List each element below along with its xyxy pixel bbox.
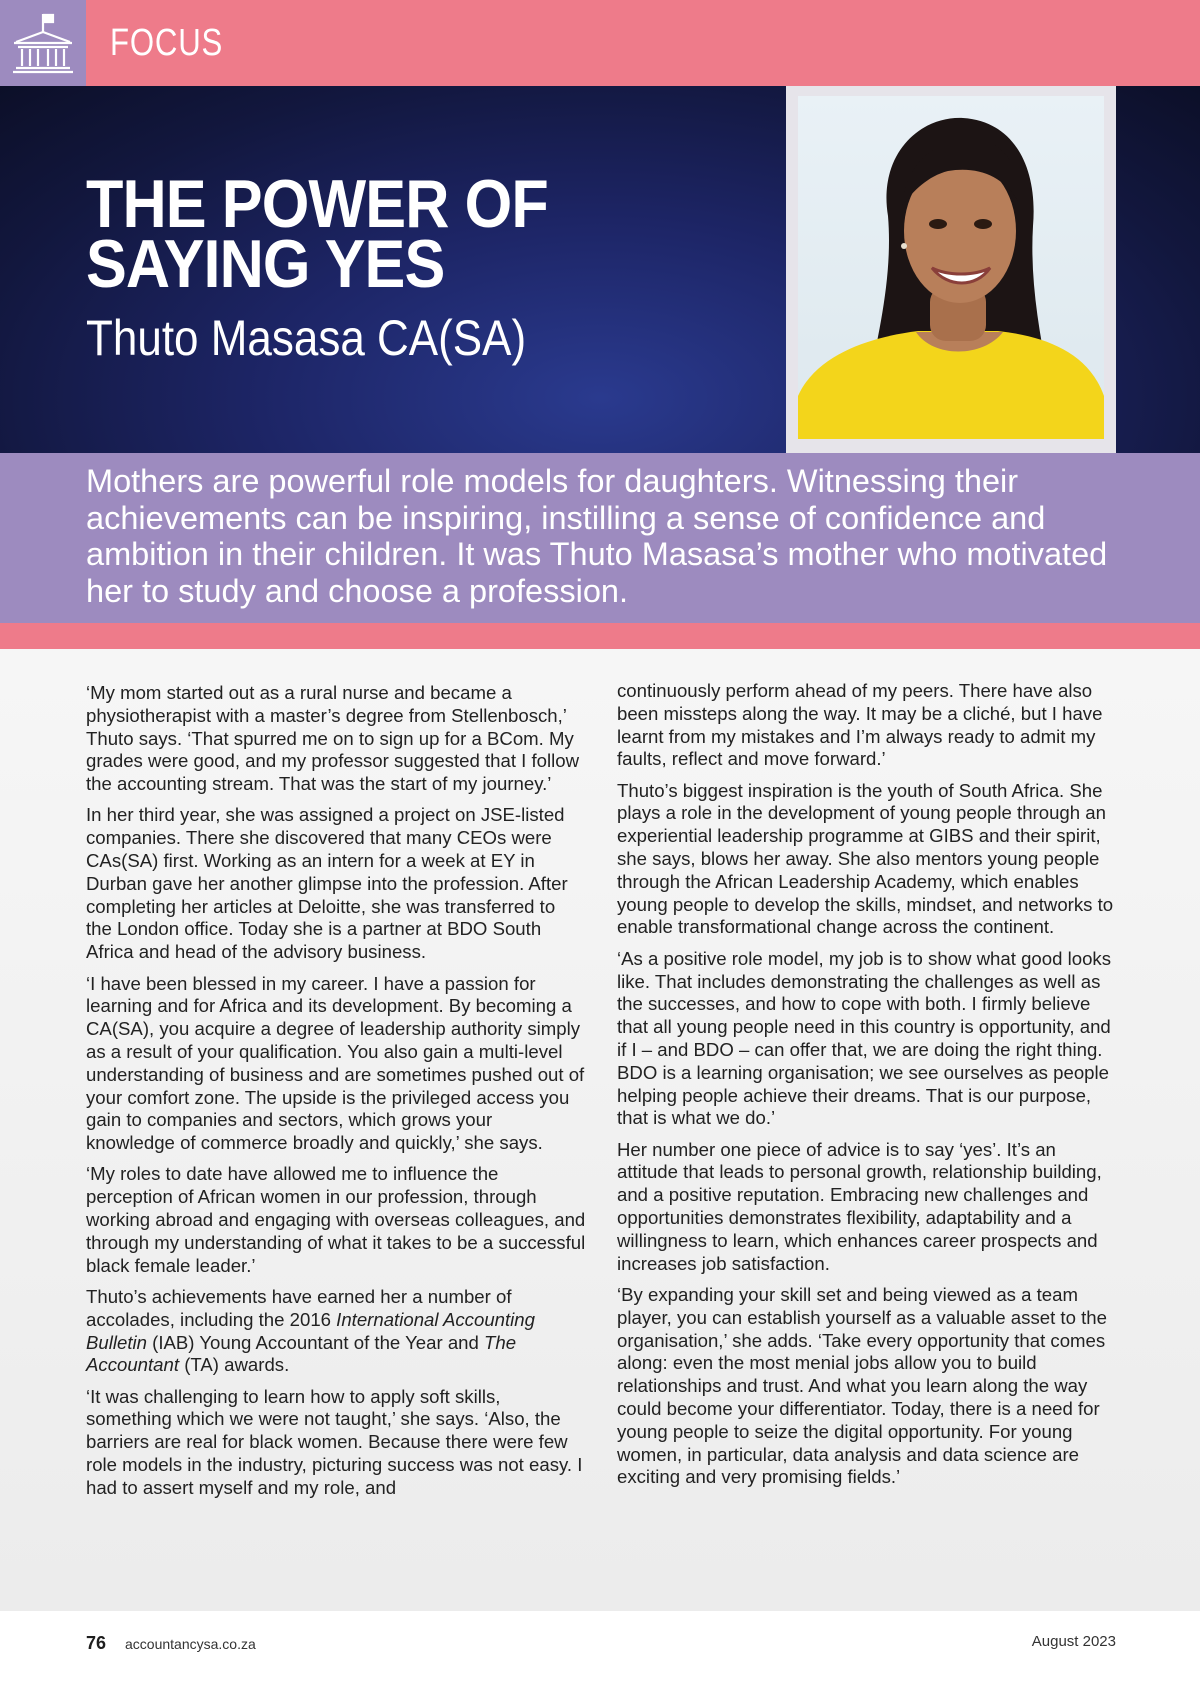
column-right — [617, 680, 1117, 1498]
paragraph: continuously perform ahead of my peers. There have also been missteps along the way. It may be a cliché, but I have learnt from my mistakes and I’m always ready to admit my faults, reflect and move forward.’ — [617, 680, 1103, 770]
portrait-frame — [786, 86, 1116, 453]
page-footer — [0, 1611, 1200, 1696]
portrait-illustration — [798, 96, 1104, 439]
paragraph: ‘By expanding your skill set and being viewed as a team player, you can establish yourself as a valuable asset to the organisation,’ she adds. ‘Take every opportunity that comes along: even the most menial jobs allow you to build relationships and trust. And what you learn along the way could become your differentiator. Today, there is a need for young people to seize the digital opportunity. For young women, in particular, data analysis and data science are exciting and very promising fields.’ — [617, 1283, 1107, 1488]
issue-date: August 2023 — [1031, 1633, 1116, 1650]
portrait-photo — [798, 96, 1104, 439]
headline-line-2: SAYING YES — [86, 226, 445, 302]
paragraph: Thuto’s biggest inspiration is the youth of South Africa. She plays a role in the development of young people through an experiential leadership programme at GIBS and their spirit, she says, blows her away. She also mentors young people through the African Leadership Academy, which enables young people to develop the skills, mindset, and networks to enable transformational change across the continent. — [617, 779, 1114, 938]
publication-title: International Accounting Bulletin — [86, 1308, 535, 1353]
article-body — [0, 649, 1200, 1611]
website-link[interactable]: accountancysa.co.za — [125, 1636, 256, 1652]
paragraph: ‘It was challenging to learn how to apply soft skills, something which we were not taught,’ she says. ‘Also, the barriers are real for black women. Because there were few role models in the industry, picturing success was not easy. I had to assert myself and my role, and — [86, 1385, 583, 1498]
hero-banner — [0, 86, 1200, 453]
text-run: Thuto’s achievements have earned her a number of accolades, including the 2016 — [86, 1285, 512, 1330]
section-label: FOCUS — [110, 22, 224, 64]
standfirst-text: Mothers are powerful role models for daughters. Witnessing their achievements can be inspiring, instilling a sense of confidence and ambition in their children. It was Thuto Masasa’s mother who motivated her to study and choose a profession. — [86, 463, 1108, 609]
page-number: 76 — [86, 1633, 107, 1653]
article-byline: Thuto Masasa CA(SA) — [86, 310, 527, 366]
paragraph: Her number one piece of advice is to say ‘yes’. It’s an attitude that leads to personal growth, relationship building, and a positive reputation. Embracing new challenges and opportunities demonstrates flexibility, adaptability and a willingness to learn, which enhances career prospects and increases job satisfaction. — [617, 1138, 1102, 1274]
standfirst-panel — [0, 453, 1200, 623]
column-left — [86, 682, 586, 1508]
divider-strip — [0, 623, 1200, 649]
paragraph: ‘My roles to date have allowed me to influence the perception of African women in our profession, through working abroad and engaging with overseas colleagues, and through my understanding of what it takes to be a successful black female leader.’ — [86, 1163, 586, 1276]
paragraph: ‘I have been blessed in my career. I have a passion for learning and for Africa and its development. By becoming a CA(SA), you acquire a degree of leadership authority simply as a result of your qualification. You also gain a multi-level understanding of business and are sometimes pushed out of your comfort zone. The upside is the privileged access you gain to companies and sectors, which grows your knowledge of commerce broadly and quickly,’ she says. — [86, 972, 585, 1154]
headline-line-1: THE POWER OF — [86, 166, 548, 242]
paragraph: ‘As a positive role model, my job is to show what good looks like. That includes demonstrating the challenges as well as the successes, and how to cope with both. I firmly believe that all young people need in this country is opportunity, and if I – and BDO – can offer that, we are doing the right thing. BDO is a learning organisation; we see ourselves as people helping people achieve their dreams. That is our purpose, that is what we do.’ — [617, 947, 1112, 1129]
section-header-bar — [0, 0, 1200, 86]
paragraph-accolades — [86, 1286, 586, 1377]
text-run: (IAB) Young Accountant of the Year and — [146, 1331, 485, 1353]
paragraph: In her third year, she was assigned a project on JSE-listed companies. There she discovered that many CEOs were CAs(SA) first. Working as an intern for a week at EY in Durban gave her another glimpse into the profession. After completing her articles at Deloitte, she was transferred to the London office. Today she is a partner at BDO South Africa and head of the advisory business. — [86, 804, 568, 963]
publication-title: The Accountant — [86, 1331, 517, 1376]
building-with-flag-icon — [10, 10, 76, 76]
article-headline — [86, 166, 716, 302]
section-icon-box — [0, 0, 86, 86]
text-run: (TA) awards. — [179, 1354, 290, 1376]
paragraph: ‘My mom started out as a rural nurse and became a physiotherapist with a master’s degree from Stellenbosch,’ Thuto says. ‘That spurred me on to sign up for a BCom. My grades were good, and my professor suggested that I follow the accounting stream. That was the start of my journey.’ — [86, 682, 580, 795]
